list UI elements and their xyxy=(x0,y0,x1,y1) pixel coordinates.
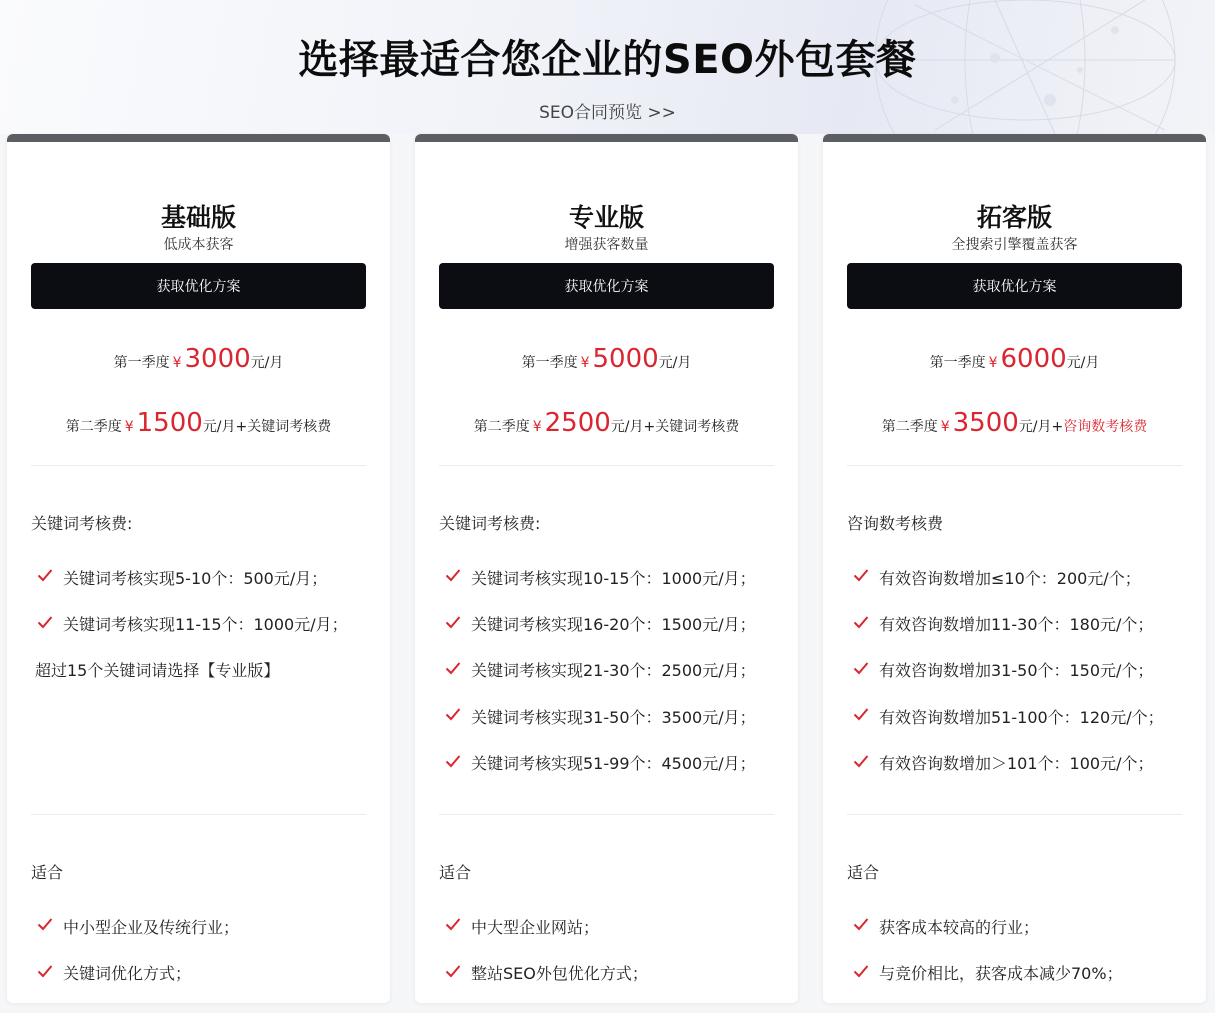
price-label: 第二季度 xyxy=(473,419,530,435)
list-item-text: 有效咨询数增加11-30个：180元/个； xyxy=(879,615,1154,635)
list-item-text: 中小型企业及传统行业； xyxy=(63,917,240,937)
plan-subtitle: 增强获客数量 xyxy=(564,237,649,253)
check-icon xyxy=(445,615,461,629)
list-item-text: 关键词考核实现5-10个：500元/月； xyxy=(63,568,328,588)
check-icon xyxy=(853,615,869,629)
check-icon xyxy=(853,917,869,931)
list-item xyxy=(847,554,1190,600)
list-item-text: 有效咨询数增加31-50个：150元/个； xyxy=(879,661,1154,681)
fit-list xyxy=(847,903,1190,996)
check-icon xyxy=(853,568,869,582)
price-label: 第一季度 xyxy=(521,355,578,371)
price-q1 xyxy=(7,344,390,374)
get-plan-button[interactable]: 获取优化方案 xyxy=(847,263,1182,309)
price-unit: 元/月+ xyxy=(202,419,248,435)
price-fee: 咨询数考核费 xyxy=(1063,419,1148,435)
plan-subtitle: 全搜索引擎覆盖获客 xyxy=(951,237,1078,253)
fee-list xyxy=(847,554,1190,786)
list-item xyxy=(847,903,1190,949)
price-label: 第一季度 xyxy=(113,355,170,371)
list-item-text: 整站SEO外包优化方式； xyxy=(471,964,648,984)
list-item-text: 关键词考核实现21-30个：2500元/月； xyxy=(471,661,756,681)
price-label: 第二季度 xyxy=(881,419,938,435)
price-unit: 元/月+ xyxy=(1018,419,1064,435)
list-item-text: 有效咨询数增加＞101个：100元/个； xyxy=(879,754,1154,774)
list-item xyxy=(847,740,1190,786)
page-title: 选择最适合您企业的SEO外包套餐 xyxy=(298,37,917,83)
check-icon xyxy=(445,917,461,931)
check-icon xyxy=(445,661,461,675)
fee-note-text: 超过15个关键词请选择【专业版】 xyxy=(35,661,280,681)
price-amount: 5000 xyxy=(592,344,659,374)
price-unit: 元/月 xyxy=(250,355,284,371)
currency-symbol: ¥ xyxy=(580,355,590,371)
get-plan-button[interactable]: 获取优化方案 xyxy=(439,263,774,309)
list-item xyxy=(439,554,782,600)
price-q2 xyxy=(823,408,1206,438)
currency-symbol: ¥ xyxy=(124,419,134,435)
plan-subtitle: 低成本获客 xyxy=(163,237,234,253)
list-item-text: 关键词考核实现11-15个：1000元/月； xyxy=(63,615,348,635)
check-icon xyxy=(853,707,869,721)
list-item xyxy=(31,903,374,949)
list-item xyxy=(31,949,374,995)
check-icon xyxy=(853,964,869,978)
price-q1 xyxy=(823,344,1206,374)
price-fee: 关键词考核费 xyxy=(655,419,740,435)
price-label: 第一季度 xyxy=(929,355,986,371)
plan-name: 拓客版 xyxy=(976,203,1052,232)
price-amount: 1500 xyxy=(136,408,203,438)
list-item xyxy=(439,647,782,693)
divider xyxy=(439,465,774,466)
check-icon xyxy=(37,964,53,978)
fee-list xyxy=(31,554,374,693)
check-icon xyxy=(853,661,869,675)
list-item xyxy=(847,949,1190,995)
check-icon xyxy=(37,615,53,629)
fit-section-title: 适合 xyxy=(31,863,64,882)
contract-preview-link[interactable]: SEO合同预览 >> xyxy=(539,103,676,123)
plan-name: 专业版 xyxy=(568,203,644,232)
hero-banner xyxy=(0,0,1215,134)
fit-section-title: 适合 xyxy=(847,863,880,882)
list-item xyxy=(439,903,782,949)
price-amount: 3500 xyxy=(952,408,1019,438)
check-icon xyxy=(445,964,461,978)
fee-note xyxy=(31,647,374,693)
list-item xyxy=(439,600,782,646)
list-item xyxy=(31,554,374,600)
price-unit: 元/月 xyxy=(1066,355,1100,371)
divider xyxy=(31,465,366,466)
check-icon xyxy=(37,568,53,582)
price-q1 xyxy=(415,344,798,374)
fit-list xyxy=(439,903,782,996)
plan-card-pro xyxy=(415,134,798,1003)
price-fee: 关键词考核费 xyxy=(247,419,332,435)
list-item-text: 关键词考核实现10-15个：1000元/月； xyxy=(471,568,756,588)
list-item xyxy=(847,693,1190,739)
price-amount: 3000 xyxy=(184,344,251,374)
divider xyxy=(439,814,774,815)
plan-card-basic xyxy=(7,134,390,1003)
price-unit: 元/月+ xyxy=(610,419,656,435)
currency-symbol: ¥ xyxy=(988,355,998,371)
fit-section-title: 适合 xyxy=(439,863,472,882)
divider xyxy=(31,814,366,815)
currency-symbol: ¥ xyxy=(172,355,182,371)
check-icon xyxy=(445,754,461,768)
fee-list xyxy=(439,554,782,786)
price-label: 第二季度 xyxy=(65,419,122,435)
fee-section-title: 咨询数考核费 xyxy=(847,514,944,533)
fit-list xyxy=(31,903,374,996)
currency-symbol: ¥ xyxy=(532,419,542,435)
check-icon xyxy=(37,917,53,931)
list-item xyxy=(31,600,374,646)
list-item xyxy=(439,949,782,995)
currency-symbol: ¥ xyxy=(940,419,950,435)
pricing-cards xyxy=(0,134,1215,1013)
list-item-text: 有效咨询数增加51-100个：120元/个； xyxy=(879,707,1164,727)
check-icon xyxy=(853,754,869,768)
plan-card-expansion xyxy=(823,134,1206,1003)
list-item-text: 关键词优化方式； xyxy=(63,964,192,984)
list-item-text: 中大型企业网站； xyxy=(471,917,600,937)
list-item-text: 有效咨询数增加≤10个：200元/个； xyxy=(879,568,1141,588)
fee-section-title: 关键词考核费: xyxy=(439,514,541,533)
price-amount: 6000 xyxy=(1000,344,1067,374)
price-unit: 元/月 xyxy=(658,355,692,371)
get-plan-button[interactable]: 获取优化方案 xyxy=(31,263,366,309)
list-item-text: 关键词考核实现16-20个：1500元/月； xyxy=(471,615,756,635)
list-item-text: 获客成本较高的行业； xyxy=(879,917,1040,937)
price-q2 xyxy=(415,408,798,438)
list-item-text: 关键词考核实现51-99个：4500元/月； xyxy=(471,754,756,774)
fee-section-title: 关键词考核费: xyxy=(31,514,133,533)
check-icon xyxy=(445,568,461,582)
divider xyxy=(847,814,1182,815)
price-q2 xyxy=(7,408,390,438)
plan-name: 基础版 xyxy=(160,203,236,232)
list-item xyxy=(847,600,1190,646)
list-item xyxy=(439,740,782,786)
card-top-bar xyxy=(823,134,1206,142)
list-item xyxy=(847,647,1190,693)
list-item xyxy=(439,693,782,739)
card-top-bar xyxy=(7,134,390,142)
card-top-bar xyxy=(415,134,798,142)
divider xyxy=(847,465,1182,466)
list-item-text: 关键词考核实现31-50个：3500元/月； xyxy=(471,707,756,727)
price-amount: 2500 xyxy=(544,408,611,438)
check-icon xyxy=(445,707,461,721)
list-item-text: 与竞价相比，获客成本减少70%； xyxy=(879,964,1123,984)
